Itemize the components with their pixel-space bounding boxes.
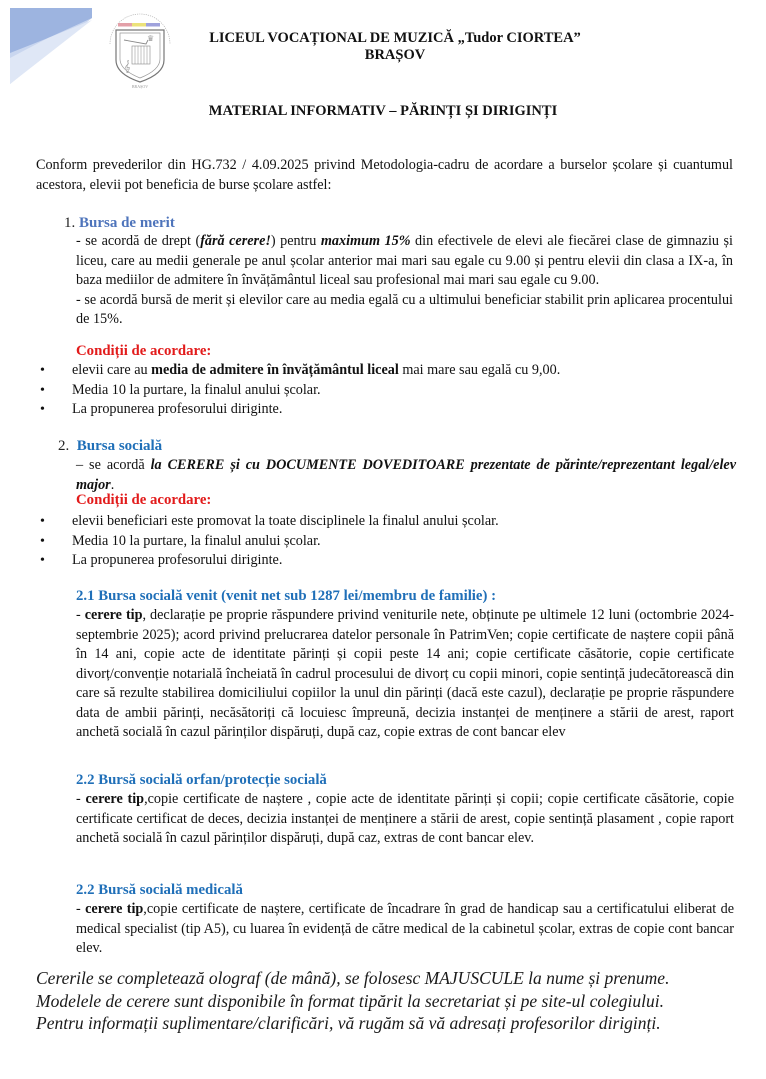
bold-run: media de admitere în învățământul liceal: [151, 362, 399, 378]
text-run: mai mare sau egală cu 9,00.: [398, 362, 561, 378]
intro-paragraph: Conform prevederilor din HG.732 / 4.09.2025 privind Metodologia-cadru de acordare a burselor școlare și cuantumul acestora, elevii pot beneficia de burse școlare astfel:: [36, 157, 733, 193]
section-number: 2.: [58, 438, 70, 454]
section-heading-merit: [64, 215, 175, 232]
svg-text:BRAȘOV: BRAȘOV: [131, 84, 149, 89]
section-number: 1.: [64, 215, 76, 231]
section-heading-social: [58, 438, 162, 455]
text-run: din efectivele de elevi ale fiecărei clase de gimnaziu și liceu, care au medii generale pe anul școlar anterior mai mari sau egale cu 9.00 și pentru elevii din clasa a IX-a, în baza mediilor de admitere în învățământul liceal sau profesional mai mari sau egale cu 9.00.: [76, 233, 733, 288]
svg-text:𝄞: 𝄞: [124, 61, 131, 73]
emphasis-request-documents: la CERERE și cu DOCUMENTE DOVEDITOARE prezentate de părinte/reprezentant legal/elev major: [76, 457, 736, 493]
text-run: elevii care au: [72, 362, 152, 378]
subsection-body-orphan: - cerere tip,copie certificate de naștere , copie acte de identitate părinți și copii; copie certificate căsătorie, copie certificate certificat de deces, decizia instanței de menținere a stării de arest, copie sentință plasament , copie raport anchetă socială în cazul părinților dispăruți, după caz, extras de cont bancar elev.: [76, 791, 735, 846]
subsection-heading-income: 2.1 Bursa socială venit (venit net sub 1287 lei/membru de familie) :: [76, 588, 497, 604]
text-run: ,copie certificate de naștere, certificate de încadrare în grad de handicap sau a certificatului eliberat de medical specialist (tip A5), cu luarea în evidență de către medical de la cabinetul școlar, extras de copie cont bancar elev.: [76, 901, 734, 956]
text-run: ) pentru: [270, 233, 321, 249]
social-conditions-list: [40, 512, 499, 571]
footer-line: Pentru informații suplimentare/clarificări, vă rugăm să vă adresați profesorilor diriginți.: [36, 1013, 661, 1033]
list-item: [40, 400, 560, 420]
school-crest-logo-icon: [102, 8, 178, 90]
subsection-body-medical: - cerere tip,copie certificate de naștere, certificate de încadrare în grad de handicap sau a certificatului eliberat de medical specialist (tip A5), cu luarea în evidență de către medical de la cabinetul școlar, extras de copie cont bancar elev.: [76, 901, 734, 956]
document-title: MATERIAL INFORMATIV – PĂRINȚI ȘI DIRIGINȚI: [208, 103, 558, 119]
text-run: ,copie certificate de naștere , copie acte de identitate părinți și copii; copie certificate căsătorie, copie certificate certificat de deces, decizia instanței de menținere a stării de arest, copie sentință plasament , copie raport anchetă socială în cazul părinților dispăruți, după caz, extras de cont bancar elev.: [76, 791, 735, 846]
text-run: , declarație pe proprie răspundere privind veniturile nete, obținute pe ultimele 12 luni (octombrie 2024- septembrie 2025); acord privind prelucrarea datelor personale în PatrimVen; copie certificate de naștere copii până în 14 ani, copie acte de identitate părinți și copii peste 14 ani; copie certificate căsătorie, copie certificate divorț/convenție notarială încheiată în cadrul procesului de divorț cu copii minori, copie sentință judecătorească din care să rezulte stabilirea domiciliului copiilor la unul din părinți (dacă este cazul), declarație pe proprie răspundere data de ambii părinți, necăsătoriți că locuiesc împreună, decizia instanței de menținere a stării de arest, raport anchetă socială în cazul părinților dispăruți, după caz, copie extras de cont bancar elev: [76, 607, 734, 740]
merit-conditions-list: [40, 361, 560, 420]
list-item: [40, 361, 560, 381]
list-item: • elevii beneficiari este promovat la toate disciplinele la finalul anului școlar.: [40, 512, 499, 532]
social-description: [76, 456, 736, 495]
bold-run: cerere tip: [85, 901, 144, 917]
subsection-heading-orphan: 2.2 Bursă socială orfan/protecție socială: [76, 772, 327, 788]
merit-paragraph-2: - se acordă bursă de merit și elevilor care au media egală cu a ultimului beneficiar stabilit prin aplicarea procentului de 15%.: [76, 291, 733, 327]
list-item: • Media 10 la purtare, la finalul anului școlar.: [40, 532, 499, 552]
merit-description: [76, 232, 733, 330]
list-item: [40, 381, 560, 401]
text-run: - se acordă de drept (: [76, 233, 201, 249]
conditions-label-social: Condiții de acordare:: [76, 492, 212, 508]
section-title: Bursa socială: [76, 438, 163, 454]
merit-paragraph-1: [76, 232, 733, 291]
list-item: • La propunerea profesorului diriginte.: [40, 551, 499, 571]
school-name: [190, 30, 600, 64]
section-title: Bursa de merit: [79, 215, 175, 231]
text-run: .: [110, 476, 115, 493]
school-name-line1: LICEUL VOCAȚIONAL DE MUZICĂ „Tudor CIORTEA”: [209, 30, 581, 46]
decorative-corner-shape: [10, 8, 92, 84]
subsection-heading-medical: 2.2 Bursă socială medicală: [76, 882, 243, 898]
text-run: – se acordă: [76, 457, 151, 473]
school-name-line2: BRAȘOV: [364, 47, 426, 63]
text-run: Media 10 la purtare, la finalul anului școlar.: [72, 381, 321, 398]
svg-text:♛: ♛: [147, 34, 155, 43]
bold-run: cerere tip: [85, 791, 145, 807]
text-run: La propunerea profesorului diriginte.: [72, 401, 283, 417]
emphasis-max-percent: maximum 15%: [320, 233, 411, 249]
subsection-body-income: - cerere tip, declarație pe proprie răspundere privind veniturile nete, obținute pe ultimele 12 luni (octombrie 2024- septembrie 2025); acord privind prelucrarea datelor personale în PatrimVen; copie certificate de naștere copii până în 14 ani, copie acte de identitate părinți și copii peste 14 ani; copie certificate căsătorie, copie certificate divorț/convenție notarială încheiată în cadrul procesului de divorț cu copii minori, copie sentință judecătorească din care să rezulte stabilirea domiciliului copiilor la unul din părinți (dacă este cazul), declarație pe proprie răspundere data de ambii părinți, necăsătoriți că locuiesc împreună, decizia instanței de menținere a stării de arest, raport anchetă socială în cazul părinților dispăruți, după caz, copie extras de cont bancar elev: [76, 607, 734, 740]
footer-notes: [36, 967, 766, 1035]
footer-line: Modelele de cerere sunt disponibile în format tipărit la secretariat și pe site-ul colegiului.: [36, 990, 664, 1011]
footer-line: Cererile se completează olograf (de mână), se folosesc MAJUSCULE la nume și prenume.: [36, 968, 670, 988]
conditions-label-merit: Condiții de acordare:: [76, 343, 212, 359]
bold-run: cerere tip: [84, 607, 143, 623]
emphasis-no-request: fără cerere!: [200, 233, 271, 249]
